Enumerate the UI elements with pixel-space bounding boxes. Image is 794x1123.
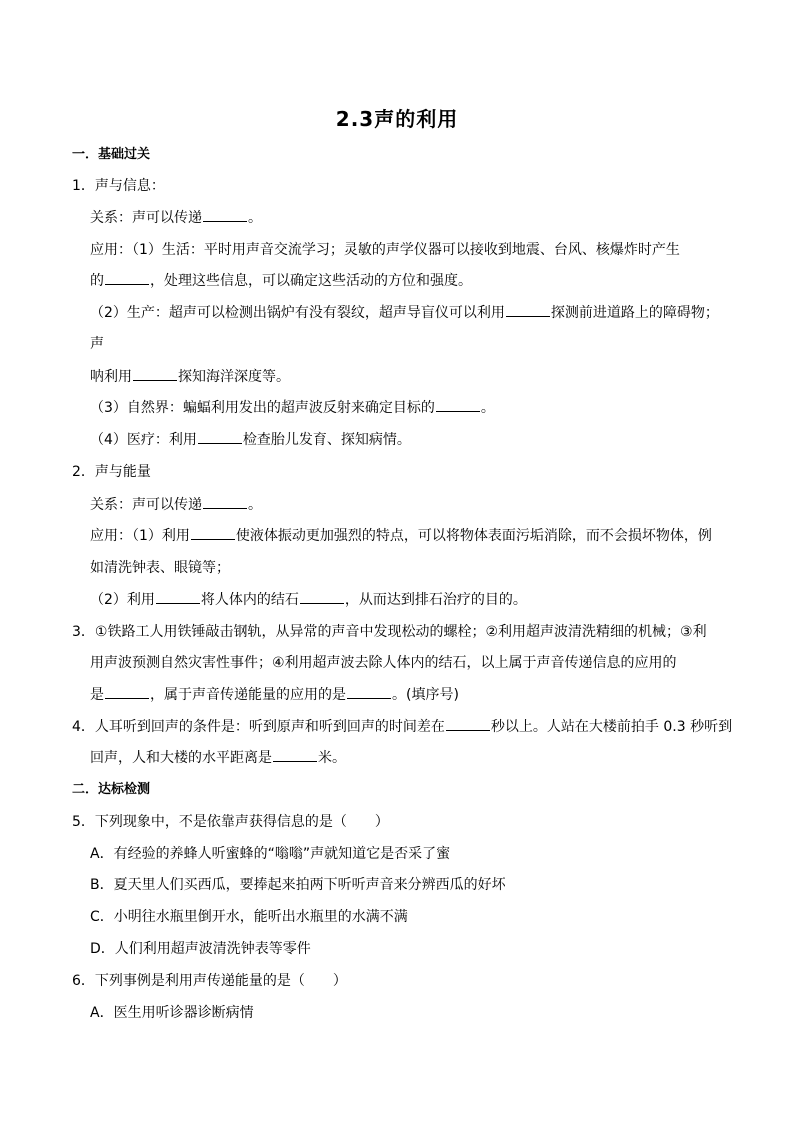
q6-option-a[interactable]: A．医生用听诊器诊断病情 xyxy=(90,1005,254,1021)
q5-option-a[interactable]: A．有经验的养蜂人听蜜蜂的“嗡嗡”声就知道它是否采了蜜 xyxy=(90,846,451,862)
q2-number: 2． xyxy=(72,464,95,480)
answer-blank[interactable] xyxy=(300,591,344,604)
q4-line1-end: 秒以上。人站在大楼前拍手 0.3 秒听到 xyxy=(490,719,733,735)
q2-app2 xyxy=(90,591,527,609)
answer-blank[interactable] xyxy=(105,686,149,699)
q2-relation-end: 。 xyxy=(248,497,262,513)
q1-app1-line1: 应用：（1）生活：平时用声音交流学习；灵敏的声学仪器可以接收到地震、台风、核爆炸时产生 xyxy=(90,242,680,258)
q2-heading-text: 声与能量 xyxy=(94,464,151,480)
q2-heading xyxy=(72,463,151,481)
section-heading-basics: 一．基础过关 xyxy=(72,147,151,162)
q4-line2-end: 米。 xyxy=(318,750,346,766)
q2-app2-mid: 将人体内的结石 xyxy=(200,592,299,608)
q3-line3-end: 。(填序号) xyxy=(392,687,459,703)
q1-app3 xyxy=(90,399,495,417)
answer-blank[interactable] xyxy=(506,304,550,317)
q1-app1-line2-end: ，处理这些信息，可以确定这些活动的方位和强度。 xyxy=(150,273,472,289)
q3-line3-start: 是 xyxy=(90,687,104,703)
q5-option-c[interactable]: C．小明往水瓶里倒开水，能听出水瓶里的水满不满 xyxy=(90,909,408,925)
q3-number: 3． xyxy=(72,624,95,640)
q2-app1-start: 应用：（1）利用 xyxy=(90,528,190,544)
q1-app1-line2 xyxy=(90,272,472,290)
q2-app1-end: 使液体振动更加强烈的特点，可以将物体表面污垢消除，而不会损坏物体，例 xyxy=(235,528,712,544)
q1-app4-start: （4）医疗：利用 xyxy=(90,432,197,448)
q4-line2 xyxy=(90,749,346,767)
q1-app2-wrap: 声 xyxy=(90,336,104,352)
q2-relation xyxy=(90,496,262,514)
q4-number: 4． xyxy=(72,719,95,735)
answer-blank[interactable] xyxy=(203,496,247,509)
q3-line1-text: ①铁路工人用铁锤敲击钢轨，从异常的声音中发现松动的螺栓；②利用超声波清洗精细的机械；③利 xyxy=(94,624,707,640)
q1-number: 1． xyxy=(72,178,95,194)
q4-line1-start: 人耳听到回声的条件是：听到原声和听到回声的时间差在 xyxy=(94,719,445,735)
q2-app1 xyxy=(90,527,712,545)
q1-relation-text: 关系：声可以传递 xyxy=(90,210,202,226)
q1-heading-text: 声与信息： xyxy=(94,178,165,194)
answer-blank[interactable] xyxy=(105,272,149,285)
q1-heading xyxy=(72,177,165,195)
q4-line1 xyxy=(72,718,732,736)
q1-app1-line2-start: 的 xyxy=(90,273,104,289)
q3-line3-mid: ，属于声音传递能量的应用的是 xyxy=(150,687,346,703)
q1-app2-sonar-end: 探知海洋深度等。 xyxy=(178,369,290,385)
q1-relation xyxy=(90,209,262,227)
q3-line3 xyxy=(90,686,459,704)
q1-relation-end: 。 xyxy=(248,210,262,226)
q1-app3-end: 。 xyxy=(480,400,495,416)
q5-stem: 5．下列现象中，不是依靠声获得信息的是（ ） xyxy=(72,814,389,830)
q2-app2-end: ，从而达到排石治疗的目的。 xyxy=(344,592,527,608)
q2-app1-line2: 如清洗钟表、眼镜等； xyxy=(90,560,230,576)
q1-app4-end: 检查胎儿发育、探知病情。 xyxy=(242,432,411,448)
section-heading-assessment: 二．达标检测 xyxy=(72,782,151,797)
q5-option-b[interactable]: B．夏天里人们买西瓜，要捧起来拍两下听听声音来分辨西瓜的好坏 xyxy=(90,877,506,893)
page-title: 2.3声的利用 xyxy=(335,107,459,131)
q4-line2-start: 回声，人和大楼的水平距离是 xyxy=(90,750,272,766)
q1-app3-start: （3）自然界：蝙蝠利用发出的超声波反射来确定目标的 xyxy=(90,400,435,416)
answer-blank[interactable] xyxy=(203,209,247,222)
answer-blank[interactable] xyxy=(347,686,391,699)
answer-blank[interactable] xyxy=(133,368,177,381)
answer-blank[interactable] xyxy=(446,718,490,731)
answer-blank[interactable] xyxy=(198,431,242,444)
q1-app2-start: （2）生产：超声可以检测出锅炉有没有裂纹，超声导盲仪可以利用 xyxy=(90,305,505,321)
answer-blank[interactable] xyxy=(156,591,200,604)
q2-relation-text: 关系：声可以传递 xyxy=(90,497,202,513)
q1-app2-end: 探测前进道路上的障碍物； xyxy=(550,305,719,321)
q6-stem: 6．下列事例是利用声传递能量的是（ ） xyxy=(72,973,347,989)
q2-app2-start: （2）利用 xyxy=(90,592,155,608)
q1-app4 xyxy=(90,431,411,449)
answer-blank[interactable] xyxy=(191,527,235,540)
q3-line1 xyxy=(72,623,707,641)
q1-app2 xyxy=(90,304,719,322)
q5-option-d[interactable]: D．人们利用超声波清洗钟表等零件 xyxy=(90,941,311,957)
answer-blank[interactable] xyxy=(436,399,480,412)
q3-line2: 用声波预测自然灾害性事件；④利用超声波去除人体内的结石，以上属于声音传递信息的应用的 xyxy=(90,655,677,671)
q1-app2-sonar-start: 呐利用 xyxy=(90,369,132,385)
answer-blank[interactable] xyxy=(273,749,317,762)
q1-app2-sonar xyxy=(90,368,290,386)
